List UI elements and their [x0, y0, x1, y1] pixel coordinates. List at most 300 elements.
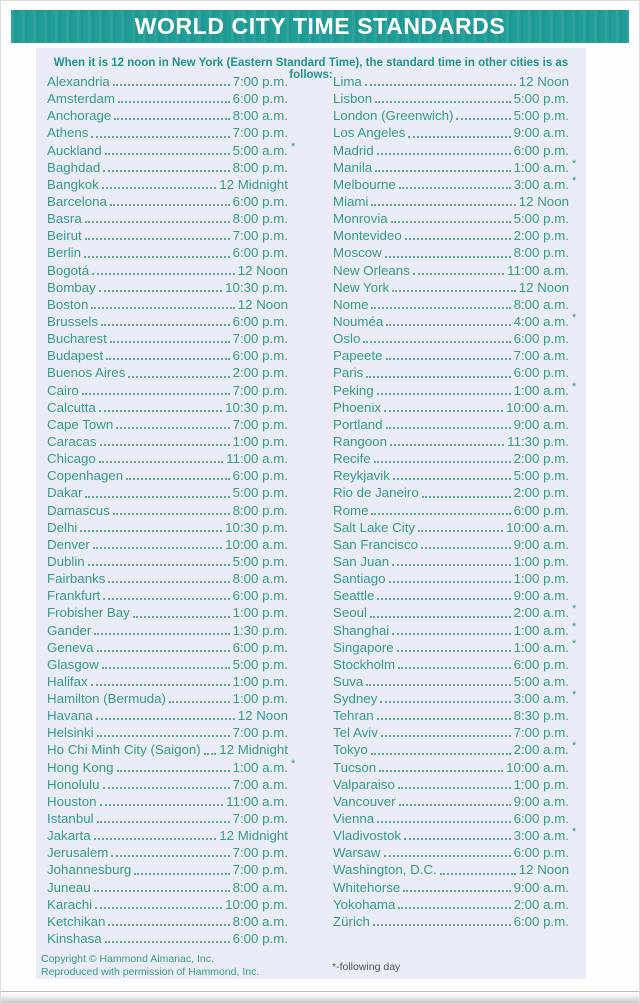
city-time-row: [47, 296, 288, 313]
city-time: 5:00 p.m.: [513, 211, 569, 227]
dot-leader: [93, 547, 222, 549]
city-time: 5:00 p.m.: [513, 468, 569, 484]
city-time-row: [333, 433, 569, 450]
city-name: Rome: [333, 502, 369, 518]
city-time-row: [47, 364, 288, 381]
dot-leader: [84, 256, 230, 258]
dot-leader: [85, 238, 230, 240]
dot-leader: [80, 530, 222, 532]
city-name: Stockholm: [333, 656, 396, 672]
city-time: 9:00 a.m.: [513, 793, 569, 809]
city-name: Baghdad: [47, 159, 101, 175]
city-time-row: [47, 536, 288, 553]
city-time-row: [333, 656, 569, 673]
city-time-row: [333, 296, 569, 313]
city-name: Amsterdam: [47, 91, 115, 107]
dot-leader: [117, 770, 230, 772]
dot-leader: [133, 616, 230, 618]
city-name: Seoul: [333, 605, 368, 621]
city-name: Warsaw: [333, 845, 381, 861]
city-time: 10:00 a.m.: [506, 399, 569, 415]
city-name: Moscow: [333, 245, 382, 261]
city-time-row: [47, 724, 288, 741]
dot-leader: [385, 256, 511, 258]
dot-leader: [393, 478, 511, 480]
city-time: 2:00 p.m.: [513, 228, 569, 244]
city-time-row: [333, 759, 569, 776]
city-time: 8:00 a.m.: [232, 571, 288, 587]
city-time: 8:00 a.m.: [232, 108, 288, 124]
city-time: 5:00 a.m.: [513, 673, 569, 689]
city-time: 12 Midnight: [219, 176, 288, 192]
city-time: 7:00 p.m.: [232, 125, 288, 141]
city-name: Tel Aviv: [333, 725, 378, 741]
city-name: Vladivostok: [333, 828, 401, 844]
city-time: 1:00 p.m.: [232, 673, 288, 689]
city-name: Bombay: [47, 279, 96, 295]
city-name: Gander: [47, 622, 92, 638]
city-time-row: [47, 656, 288, 673]
city-time: 12 Noon: [518, 74, 569, 89]
dot-leader: [97, 735, 230, 737]
city-name: Glasgow: [47, 656, 99, 672]
dot-leader: [82, 393, 230, 395]
city-time: 7:00 p.m.: [513, 725, 569, 741]
city-time: 5:00 a.m.: [232, 142, 288, 158]
content-panel: [36, 48, 586, 979]
city-time-row: [333, 810, 569, 827]
copyright-line-2: Reproduced with permission of Hammond, Inc.: [41, 966, 260, 978]
dot-leader: [94, 633, 229, 635]
city-time: 10:00 a.m.: [506, 759, 569, 775]
city-name: Buenos Aires: [47, 365, 126, 381]
city-time: 6:00 p.m.: [513, 365, 569, 381]
city-time-row: [47, 107, 288, 124]
city-time-row: [47, 467, 288, 484]
city-name: Dakar: [47, 485, 83, 501]
city-time: 10:30 p.m.: [225, 519, 288, 535]
city-name: Karachi: [47, 896, 93, 912]
city-time-row: [333, 142, 569, 159]
dot-leader: [113, 513, 230, 515]
city-time: 5:00 p.m.: [232, 485, 288, 501]
city-time: 1:00 a.m.: [513, 159, 569, 175]
following-day-footnote: *-following day: [332, 961, 401, 973]
city-time-row: [47, 262, 288, 279]
city-time: 7:00 p.m.: [232, 228, 288, 244]
city-name: Juneau: [47, 879, 91, 895]
city-name: Honolulu: [47, 776, 100, 792]
dot-leader: [101, 324, 230, 326]
city-time: 8:00 a.m.: [513, 296, 569, 312]
city-time-row: Hong Kong 1:00 a.m. *: [47, 757, 296, 775]
city-name: Berlin: [47, 245, 81, 261]
city-time-row: [333, 262, 569, 279]
city-time: 6:00 p.m.: [513, 913, 569, 929]
city-name: Los Angeles: [333, 125, 406, 141]
dot-leader: [380, 701, 510, 703]
city-time-row: [47, 159, 288, 176]
copyright-line-1: Copyright © Hammond Almanac, Inc.: [41, 953, 214, 965]
city-time-row: [47, 587, 288, 604]
dot-leader: [105, 153, 230, 155]
city-time-row: Peking 1:00 a.m. *: [333, 380, 577, 398]
city-name: Frankfurt: [47, 588, 101, 604]
city-time-row: [47, 827, 288, 844]
city-name: Seattle: [333, 588, 375, 604]
city-time: 1:00 p.m.: [513, 776, 569, 792]
city-time: 12 Noon: [237, 296, 288, 312]
city-time-row: [333, 330, 569, 347]
city-name: Denver: [47, 536, 90, 552]
dot-leader: [106, 358, 229, 360]
dot-leader: [103, 598, 229, 600]
column-left: [47, 73, 296, 947]
city-time: 12 Noon: [518, 193, 569, 209]
city-time: 6:00 p.m.: [513, 331, 569, 347]
city-time-row: [47, 279, 288, 296]
dot-leader: [85, 496, 229, 498]
city-time: 6:00 p.m.: [232, 639, 288, 655]
city-time: 8:30 p.m.: [513, 708, 569, 724]
column-right: [333, 73, 577, 947]
city-name: Ketchikan: [47, 913, 106, 929]
city-time-row: Auckland 5:00 a.m. *: [47, 140, 296, 158]
city-time: 2:00 p.m.: [513, 485, 569, 501]
dot-leader: [114, 118, 229, 120]
city-time: 12 Noon: [518, 279, 569, 295]
city-time: 11:30 p.m.: [507, 433, 569, 449]
city-time-row: [47, 896, 288, 913]
city-time: 3:00 a.m.: [513, 691, 569, 707]
city-time-row: [47, 416, 288, 433]
city-time-row: [333, 467, 569, 484]
city-time-row: [333, 347, 569, 364]
city-time: 8:00 p.m.: [232, 159, 288, 175]
city-name: Valparaiso: [333, 776, 395, 792]
dot-leader: [408, 136, 510, 138]
city-name: Monrovia: [333, 211, 388, 227]
city-time-row: [333, 244, 569, 261]
city-name: Sydney: [333, 691, 378, 707]
city-name: Yokohama: [333, 896, 396, 912]
city-time-row: [47, 639, 288, 656]
city-name: Nouméa: [333, 313, 384, 329]
city-time-row: [47, 484, 288, 501]
city-name: Zürich: [333, 913, 370, 929]
city-name: Tucson: [333, 759, 377, 775]
city-name: Vancouver: [333, 793, 396, 809]
city-name: Rangoon: [333, 433, 387, 449]
city-name: San Juan: [333, 553, 390, 569]
dot-leader: [110, 204, 230, 206]
city-name: Washington, D.C.: [333, 862, 437, 878]
city-time: 7:00 p.m.: [232, 862, 288, 878]
city-time-row: [47, 382, 288, 399]
city-time: 7:00 p.m.: [232, 845, 288, 861]
city-time: 5:00 p.m.: [232, 656, 288, 672]
city-time: 1:00 p.m.: [232, 605, 288, 621]
dot-leader: [384, 410, 503, 412]
city-time-row: [333, 193, 569, 210]
city-time-row: [333, 399, 569, 416]
city-name: New Orleans: [333, 262, 410, 278]
dot-leader: [374, 461, 511, 463]
city-time: 6:00 p.m.: [232, 193, 288, 209]
city-time-row: [47, 690, 288, 707]
dot-leader: [373, 924, 511, 926]
city-time: 2:00 p.m.: [232, 365, 288, 381]
city-time: 3:00 a.m.: [513, 828, 569, 844]
city-time-row: [333, 553, 569, 570]
city-time-row: [47, 244, 288, 261]
city-time: 10:00 a.m.: [506, 519, 569, 535]
dot-leader: [91, 136, 229, 138]
dot-leader: [111, 855, 229, 857]
city-name: Hong Kong: [47, 759, 114, 775]
city-name: Montevideo: [333, 228, 402, 244]
city-name: San Francisco: [333, 536, 418, 552]
dot-leader: [365, 84, 516, 86]
city-name: Recife: [333, 451, 371, 467]
dot-leader: [108, 581, 229, 583]
city-time-row: [47, 570, 288, 587]
city-name: Damascus: [47, 502, 110, 518]
city-time: 9:00 a.m.: [513, 125, 569, 141]
city-time-row: Manila 1:00 a.m. *: [333, 157, 577, 175]
city-name: Rio de Janeiro: [333, 485, 419, 501]
city-name: Miami: [333, 193, 369, 209]
city-time-row: Vladivostok 3:00 a.m. *: [333, 826, 577, 844]
city-name: Helsinki: [47, 725, 94, 741]
dot-leader: [94, 838, 217, 840]
city-name: Lisbon: [333, 91, 373, 107]
city-time: 5:00 p.m.: [513, 108, 569, 124]
city-time: 8:00 p.m.: [513, 245, 569, 261]
city-name: Caracas: [47, 433, 97, 449]
city-name: Anchorage: [47, 108, 112, 124]
city-time-row: [47, 793, 288, 810]
city-time: 11:00 a.m.: [226, 451, 288, 467]
dot-leader: [116, 427, 229, 429]
city-time-row: [47, 210, 288, 227]
city-time: 12 Midnight: [219, 828, 288, 844]
city-name: Bucharest: [47, 331, 107, 347]
city-name: Auckland: [47, 142, 102, 158]
dot-leader: [399, 804, 511, 806]
city-time: 6:00 p.m.: [513, 845, 569, 861]
city-name: Cape Town: [47, 416, 114, 432]
dot-leader: [377, 718, 511, 720]
city-time-row: [47, 330, 288, 347]
city-name: Budapest: [47, 348, 104, 364]
city-name: Singapore: [333, 639, 394, 655]
city-time-row: [333, 416, 569, 433]
city-name: Vienna: [333, 811, 375, 827]
city-name: Cairo: [47, 382, 79, 398]
city-time: 6:00 p.m.: [232, 91, 288, 107]
dot-leader: [381, 735, 511, 737]
city-time: 9:00 a.m.: [513, 588, 569, 604]
dot-leader: [375, 170, 510, 172]
city-time: 7:00 p.m.: [232, 74, 288, 89]
dot-leader: [418, 530, 503, 532]
dot-leader: [91, 307, 234, 309]
dot-leader: [413, 273, 504, 275]
city-time: 9:00 a.m.: [513, 879, 569, 895]
city-name: Jakarta: [47, 828, 91, 844]
dot-leader: [169, 701, 230, 703]
copyright: [41, 953, 259, 979]
time-table: [47, 73, 577, 947]
city-time-row: [333, 896, 569, 913]
city-time: 1:00 p.m.: [513, 571, 569, 587]
city-name: Whitehorse: [333, 879, 401, 895]
dot-leader: [375, 101, 510, 103]
city-name: Basra: [47, 211, 82, 227]
city-name: Madrid: [333, 142, 374, 158]
city-time-row: [47, 622, 288, 639]
dot-leader: [389, 581, 511, 583]
city-time: 1:30 p.m.: [232, 622, 288, 638]
city-name: Fairbanks: [47, 571, 106, 587]
city-time-row: [47, 313, 288, 330]
city-name: Melbourne: [333, 176, 396, 192]
city-name: Suva: [333, 673, 364, 689]
city-time-row: [333, 450, 569, 467]
dot-leader: [102, 667, 230, 669]
city-name: Tokyo: [333, 742, 368, 758]
city-name: Paris: [333, 365, 364, 381]
city-name: Halifax: [47, 673, 88, 689]
city-time-row: [333, 879, 569, 896]
city-time-row: [333, 502, 569, 519]
city-time-row: [333, 793, 569, 810]
city-name: Beirut: [47, 228, 82, 244]
city-name: Houston: [47, 793, 97, 809]
city-name: Manila: [333, 159, 373, 175]
city-time: 9:00 a.m.: [513, 416, 569, 432]
city-time-row: [333, 913, 569, 930]
city-time-row: [47, 399, 288, 416]
dot-leader: [421, 547, 511, 549]
city-time-row: [47, 861, 288, 878]
city-time: 6:00 p.m.: [232, 588, 288, 604]
city-time-row: [333, 364, 569, 381]
city-time-row: Seoul 2:00 a.m. *: [333, 603, 577, 621]
city-name: Shanghai: [333, 622, 390, 638]
city-name: New York: [333, 279, 390, 295]
dot-leader: [371, 753, 511, 755]
city-time-row: Shanghai 1:00 a.m. *: [333, 620, 577, 638]
dot-leader: [94, 890, 230, 892]
city-time: 12 Noon: [518, 862, 569, 878]
dot-leader: [392, 633, 510, 635]
city-name: Lima: [333, 74, 362, 89]
city-name: Alexandria: [47, 74, 110, 89]
city-time-row: [333, 210, 569, 227]
city-time-row: [47, 347, 288, 364]
dot-leader: [386, 358, 511, 360]
city-time: 11:00 a.m.: [226, 793, 288, 809]
city-time-row: [333, 279, 569, 296]
city-name: Delhi: [47, 519, 78, 535]
city-name: Salt Lake City: [333, 519, 416, 535]
city-time-row: Melbourne 3:00 a.m. *: [333, 174, 577, 192]
city-time-row: [333, 707, 569, 724]
city-name: Geneva: [47, 639, 94, 655]
city-time-row: [47, 227, 288, 244]
city-time: 10:00 a.m.: [225, 536, 288, 552]
city-time: 1:00 a.m.: [513, 622, 569, 638]
city-time: 8:00 a.m.: [232, 913, 288, 929]
dot-leader: [85, 221, 230, 223]
city-name: Oslo: [333, 331, 361, 347]
dot-leader: [204, 753, 217, 755]
city-time: 6:00 p.m.: [232, 931, 288, 947]
dot-leader: [97, 821, 230, 823]
city-time-row: [47, 930, 288, 947]
dot-leader: [371, 204, 515, 206]
dot-leader: [398, 667, 510, 669]
city-name: Frobisher Bay: [47, 605, 130, 621]
city-time-row: [47, 90, 288, 107]
city-time: 8:00 p.m.: [232, 502, 288, 518]
city-time-row: [333, 861, 569, 878]
dot-leader: [377, 821, 510, 823]
dot-leader: [403, 890, 510, 892]
city-time-row: [47, 124, 288, 141]
city-time: 11:00 a.m.: [507, 262, 569, 278]
city-time-row: [333, 673, 569, 690]
dot-leader: [370, 616, 511, 618]
city-time-row: [47, 502, 288, 519]
city-time-row: [333, 484, 569, 501]
dot-leader: [91, 684, 230, 686]
dot-leader: [371, 513, 510, 515]
dot-leader: [96, 718, 235, 720]
city-time: 1:00 a.m.: [232, 759, 288, 775]
city-time-row: [47, 776, 288, 793]
dot-leader: [97, 650, 230, 652]
dot-leader: [103, 170, 229, 172]
city-time: 7:00 a.m.: [232, 776, 288, 792]
dot-leader: [390, 444, 504, 446]
city-time-row: [47, 193, 288, 210]
dot-leader: [92, 273, 235, 275]
dot-leader: [399, 187, 511, 189]
city-time: 9:00 a.m.: [513, 536, 569, 552]
city-time: 7:00 a.m.: [513, 348, 569, 364]
dot-leader: [366, 376, 510, 378]
dot-leader: [386, 427, 511, 429]
city-time-row: [47, 707, 288, 724]
city-time: 6:00 p.m.: [513, 811, 569, 827]
city-time-row: [333, 776, 569, 793]
city-time: 6:00 p.m.: [513, 502, 569, 518]
city-name: Bogotá: [47, 262, 90, 278]
city-name: Tehran: [333, 708, 374, 724]
city-time: 8:00 p.m.: [232, 211, 288, 227]
city-name: Athens: [47, 125, 89, 141]
city-time: 2:00 p.m.: [513, 451, 569, 467]
city-time-row: Singapore 1:00 a.m. *: [333, 637, 577, 655]
dot-leader: [100, 444, 230, 446]
city-time-row: [333, 73, 569, 90]
city-time-row: [333, 90, 569, 107]
city-time: 1:00 p.m.: [513, 553, 569, 569]
city-time: 12 Noon: [237, 262, 288, 278]
